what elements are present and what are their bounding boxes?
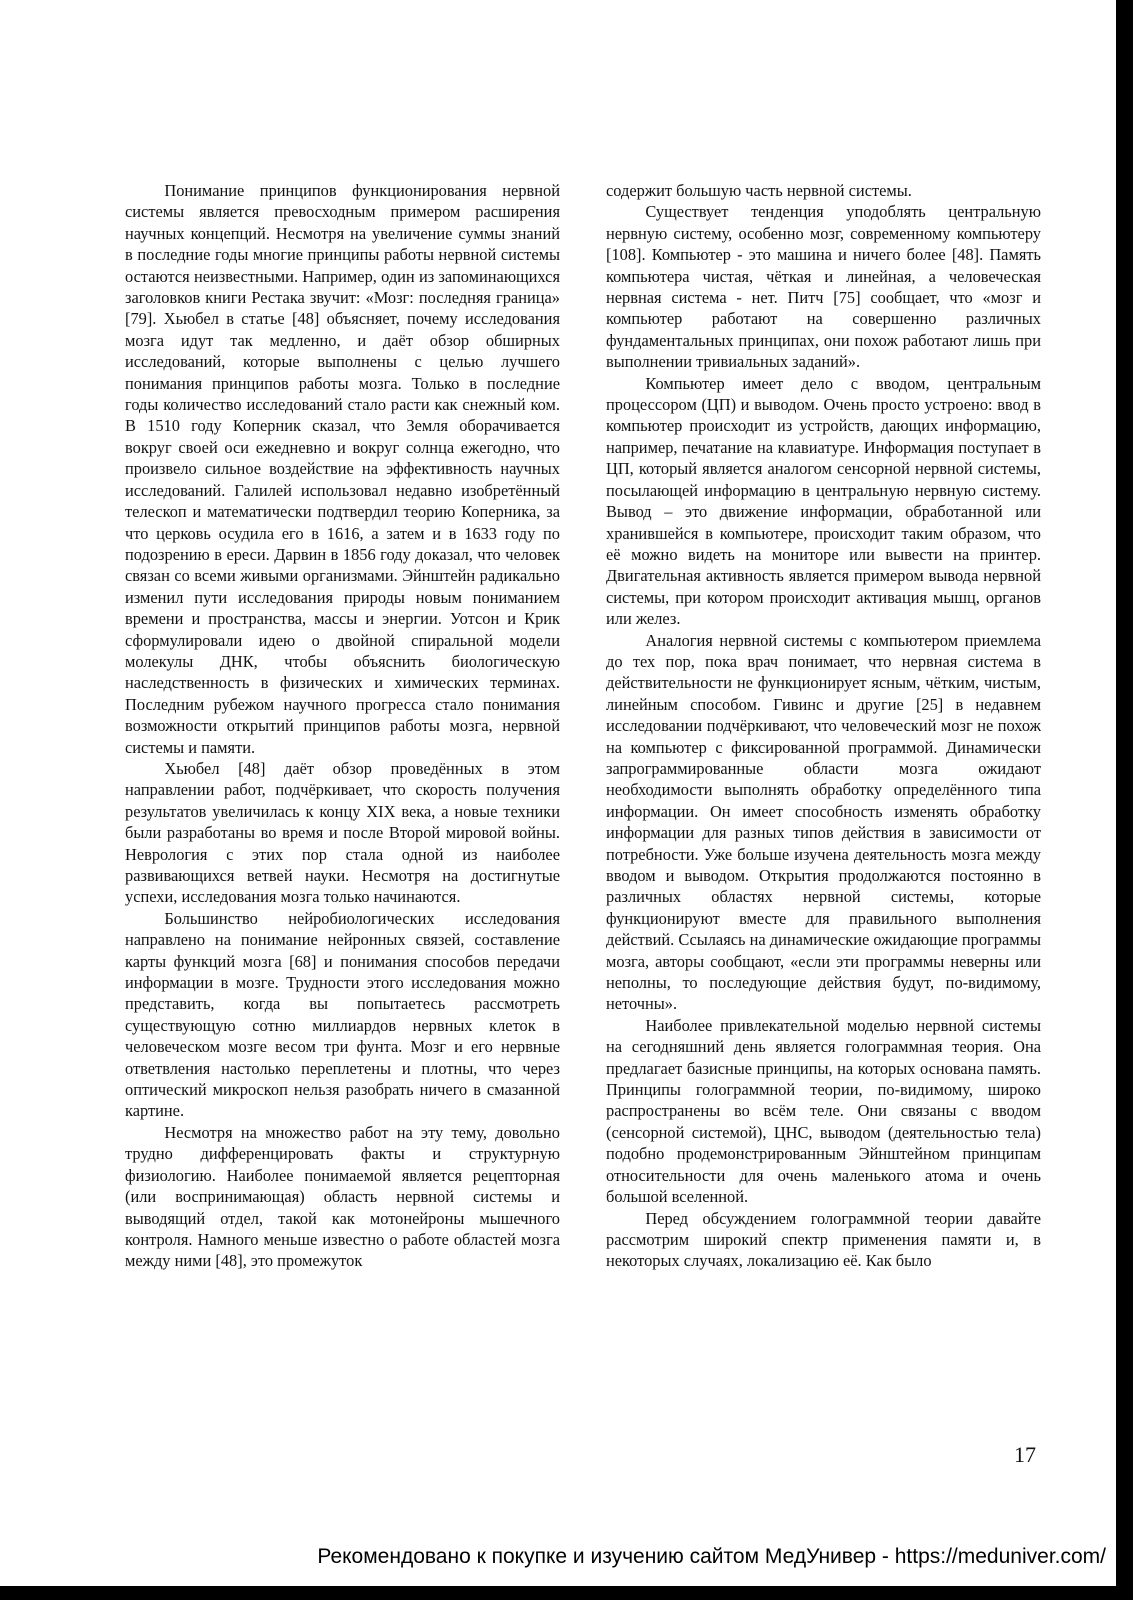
paragraph: Компьютер имеет дело с вводом, центральным процессором (ЦП) и выводом. Очень просто устроено: ввод в компьютер происходит из устройств, дающих информацию, например, печатание на клавиатуре. Информация поступает в ЦП, который является аналогом сенсорной нервной системы, посылающей информацию в центральную нервную систему. Вывод – это движение информации, обработанной или хранившейся в компьютере, происходит таким образом, что её можно видеть на мониторе или вывести на принтер. Двигательная активность является примером вывода нервной системы, при котором происходит активация мышц, органов или желез. [606, 373, 1041, 629]
paragraph-continuation: содержит большую часть нервной системы. [606, 181, 912, 200]
right-text-column [606, 180, 1041, 1272]
page-number: 17 [1014, 1442, 1036, 1467]
left-text-column [125, 180, 560, 1272]
paragraph: Перед обсуждением голограммной теории давайте рассмотрим широкий спектр применения памяти и, в некоторых случаях, локализацию её. Как было [606, 1208, 1041, 1271]
paragraph: Несмотря на множество работ на эту тему, довольно трудно дифференцировать факты и структурную физиологию. Наиболее понимаемой является рецепторная (или воспринимающая) область нервной системы и выводящий отдел, такой как мотонейроны мышечного контроля. Намного меньше известно о работе областей мозга между ними [48], это промежуток [125, 1122, 560, 1271]
footer-recommendation: Рекомендовано к покупке и изучению сайтом МедУнивер - https://meduniver.com/ [317, 1545, 1106, 1568]
paragraph: Понимание принципов функционирования нервной системы является превосходным примером расширения научных концепций. Несмотря на увеличение суммы знаний в последние годы многие принципы работы нервной системы остаются неизвестными. Например, один из запоминающихся заголовков книги Рестака звучит: «Мозг: последняя граница» [79]. Хьюбел в статье [48] объясняет, почему исследования мозга идут так медленно, и даёт обзор обширных исследований, которые выполнены с целью лучшего понимания принципов работы мозга. Только в последние годы количество исследований стало расти как снежный ком. В 1510 году Коперник сказал, что Земля оборачивается вокруг своей оси ежедневно и вокруг солнца ежегодно, что произвело сильное воздействие на эффективность научных исследований. Галилей использовал недавно изобретённый телескоп и математически подтвердил теорию Коперника, за что церковь осудила его в 1616, а затем и в 1633 году по подозрению в ереси. Дарвин в 1856 году доказал, что человек связан со всеми живыми организмами. Эйнштейн радикально изменил пути исследования природы новым пониманием времени и пространства, массы и энергии. Уотсон и Крик сформулировали идею о двойной спиральной модели молекулы ДНК, чтобы объяснить биологическую наследственность в физических и химических терминах. Последним рубежом научного прогресса стало понимания возможности открытий принципов работы мозга, нервной системы и памяти. [125, 181, 560, 757]
paragraph: Хьюбел [48] даёт обзор проведённых в этом направлении работ, подчёркивает, что скорость получения результатов увеличилась к концу XIX века, а новые техники были разработаны во время и после Второй мировой войны. Неврология с этих пор стала одной из наиболее развивающихся ветвей науки. Несмотря на достигнутые успехи, исследования мозга только начинаются. [125, 758, 560, 907]
paragraph: Большинство нейробиологических исследования направлено на понимание нейронных связей, составление карты функций мозга [68] и понимания способов передачи информации в мозге. Трудности этого исследования можно представить, когда вы попытаетесь рассмотреть существующую сотню миллиардов нервных клеток в человеческом мозге весом три фунта. Мозг и его нервные ответвления настолько переплетены и плотны, что через оптический микроскоп нельзя разобрать ничего в смазанной картине. [125, 908, 560, 1121]
scan-edge-right [1116, 0, 1133, 1600]
paragraph: Существует тенденция уподоблять центральную нервную систему, особенно мозг, современному компьютеру [108]. Компьютер - это машина и ничего более [48]. Память компьютера чистая, чёткая и линейная, а человеческая нервная система - нет. Питч [75] сообщает, что «мозг и компьютер работают на совершенно различных фундаментальных принципах, они похож работают лишь при выполнении тривиальных заданий». [606, 202, 1041, 372]
scan-edge-bottom [0, 1586, 1133, 1600]
paragraph: Аналогия нервной системы с компьютером приемлема до тех пор, пока врач понимает, что нервная система в действительности не функционирует ясным, чётким, чистым, линейным способом. Гивинс и другие [25] в недавнем исследовании подчёркивают, что человеческий мозг не похож на компьютер с фиксированной программой. Динамически запрограммированные области мозга ожидают необходимости выполнять обработку определённого типа информации. Он имеет способность изменять обработку информации для разных типов действия в зависимости от потребности. Уже больше изучена деятельность мозга между вводом и выводом. Открытия продолжаются постоянно в различных областях нервной системы, которые функционируют вместе для правильного выполнения действий. Ссылаясь на динамические ожидающие программы мозга, авторы сообщают, «если эти программы неверны или неполны, то последующие действия будут, по-видимому, неточны». [606, 630, 1041, 1014]
paragraph: Наиболее привлекательной моделью нервной системы на сегодняшний день является голограммная теория. Она предлагает базисные принципы, на которых основана память. Принципы голограммной теории, по-видимому, широко распространены во всём теле. Они связаны с вводом (сенсорной системой), ЦНС, выводом (деятельностью тела) подобно продемонстрированным Эйнштейном принципам относительности для очень маленького атома и очень большой вселенной. [606, 1015, 1041, 1207]
